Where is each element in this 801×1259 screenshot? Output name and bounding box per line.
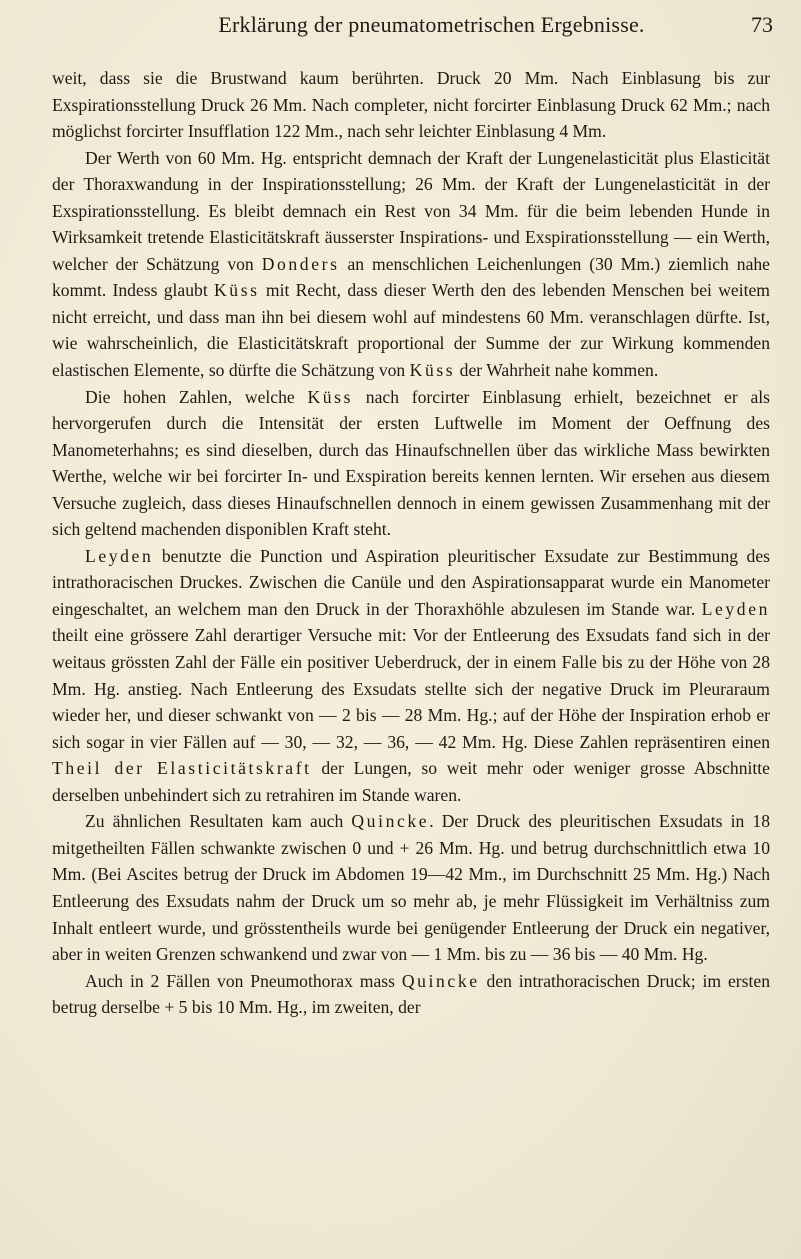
spaced-name: Donders	[261, 253, 340, 274]
page-number: 73	[751, 12, 773, 37]
spaced-name: Quincke	[401, 970, 480, 991]
text-run: Die hohen Zahlen, welche	[85, 386, 308, 407]
paragraph	[52, 65, 770, 145]
paragraph	[52, 543, 770, 808]
text-run: mit Recht, dass dieser Werth den des lebenden Menschen bei weitem nicht erreicht, und dass man ihn bei diesem wohl auf mindestens 60 Mm. veranschlagen dürfte. Ist, wie wahrscheinlich, die Elasticitätskraft proportional der Summe der zur Wirkung kommenden elastischen Elemente, so dürfte die Schätzung von	[52, 280, 770, 381]
spaced-name: Leyden	[701, 598, 770, 619]
spaced-name: Leyden	[85, 545, 154, 566]
text-run: Zu ähnlichen Resultaten kam auch	[85, 811, 352, 832]
spaced-name: Küss	[307, 386, 354, 407]
text-run: Auch in 2 Fällen von Pneumothorax mass	[85, 970, 402, 991]
text-run: Der Werth von 60 Mm. Hg. entspricht demnach der Kraft der Lungenelasticität plus Elasticität der Thoraxwandung in der Inspirationsstellung; 26 Mm. der Kraft der Lungenelasticität in der Exspirationsstellung. Es bleibt demnach ein Rest von 34 Mm. für die beim lebenden Hunde in Wirksamkeit tretende Elasticitätskraft äusserster Inspirations- und Exspirationsstellung — ein Werth, welcher der Schätzung von	[52, 147, 770, 274]
text-run: . Der Druck des pleuritischen Exsudats in 18 mitgetheilten Fällen schwankte zwischen 0 und + 26 Mm. Hg. und betrug durchschnittlich etwa 10 Mm. (Bei Ascites betrug der Druck im Abdomen 19—42 Mm., im Durchschnitt 25 Mm. Hg.) Nach Entleerung des Exsudats nahm der Druck um so mehr ab, je mehr Flüssigkeit im Verhältniss zum Inhalt entleert wurde, und grösstentheils wurde bei genügender Entleerung der Druck ein negativer, aber in weiten Grenzen schwankend und zwar von — 1 Mm. bis zu — 36 bis — 40 Mm. Hg.	[52, 811, 770, 965]
text-run: an menschlichen Leichenlungen (30 Mm.) ziemlich nahe kommt. Indess glaubt	[52, 253, 770, 301]
text-run: nach forcirter Einblasung erhielt, bezeichnet er als hervorgerufen durch die Intensität der ersten Luftwelle im Moment der Oeffnung des Manometerhahns; es sind dieselben, durch das Hinaufschnellen über das wirkliche Mass bewirkten Werthe, welche wir bei forcirter In- und Exspiration bereits kennen lernten. Wir ersehen aus diesem Versuche zugleich, dass dieses Hinaufschnellen dennoch in einem gewissen Zusammenhang mit der sich geltend machenden disponiblen Kraft steht.	[52, 386, 770, 540]
text-run: der Lungen, so weit mehr oder weniger grosse Abschnitte derselben unbehindert sich zu retrahiren im Stande waren.	[52, 758, 770, 805]
spaced-name: Küss	[409, 360, 456, 381]
spaced-name: Theil der Elasticitätskraft	[52, 758, 312, 779]
running-header	[90, 12, 773, 48]
text-run: theilt eine grössere Zahl derartiger Versuche mit: Vor der Entleerung des Exsudats fand sich in der weitaus grössten Zahl der Fälle ein positiver Ueberdruck, der in einem Falle bis zu der Höhe von 28 Mm. Hg. anstieg. Nach Entleerung des Exsudats stellte sich der negative Druck im Pleuraraum wieder her, und dieser schwankt von — 2 bis — 28 Mm. Hg.; auf der Höhe der Inspiration erhob er sich sogar in vier Fällen auf — 30, — 32, — 36, — 42 Mm. Hg. Diese Zahlen repräsentiren einen	[52, 625, 770, 752]
text-run: benutzte die Punction und Aspiration pleuritischer Exsudate zur Bestimmung des intrathoracischen Druckes. Zwischen die Canüle und den Aspirationsapparat wurde ein Manometer eingeschaltet, an welchem man den Druck in der Thoraxhöhle abzulesen im Stande war.	[52, 545, 770, 619]
body-text	[52, 65, 770, 1021]
text-run: weit, dass sie die Brustwand kaum berührten. Druck 20 Mm. Nach Einblasung bis zur Exspirationsstellung Druck 26 Mm. Nach completer, nicht forcirter Einblasung Druck 62 Mm.; nach möglichst forcirter Insufflation 122 Mm., nach sehr leichter Einblasung 4 Mm.	[52, 68, 770, 142]
text-run: den intrathoracischen Druck; im ersten betrug derselbe + 5 bis 10 Mm. Hg., im zweiten, der	[52, 970, 770, 1018]
paragraph	[52, 384, 770, 543]
paragraph	[52, 808, 770, 967]
paragraph	[52, 145, 770, 384]
running-title: Erklärung der pneumatometrischen Ergebnisse.	[218, 12, 645, 37]
paragraph	[52, 968, 770, 1021]
text-run: der Wahrheit nahe kommen.	[455, 360, 659, 381]
spaced-name: Küss	[214, 280, 260, 301]
spaced-name: Quincke	[351, 811, 430, 832]
